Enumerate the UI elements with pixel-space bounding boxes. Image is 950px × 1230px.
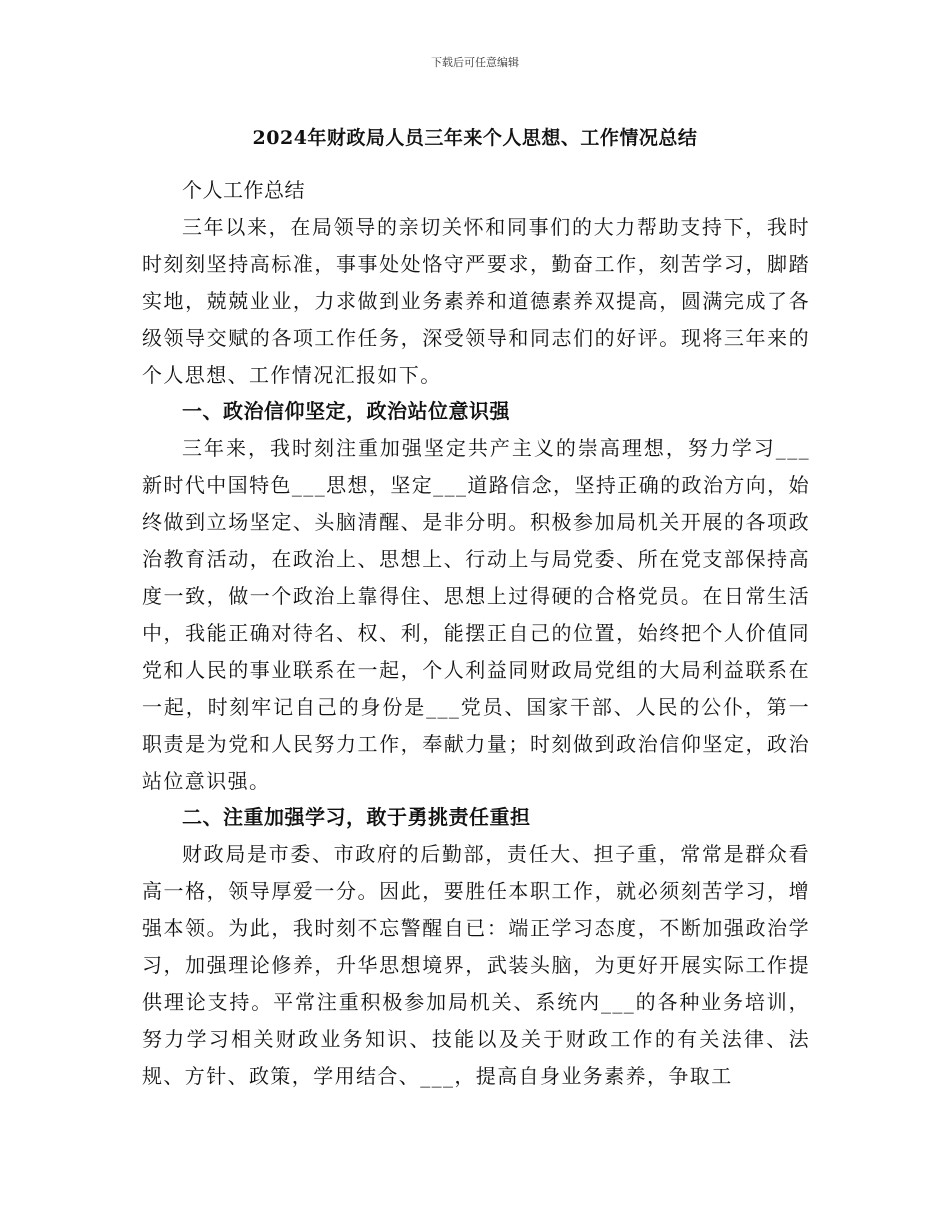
- section-paragraph-1: 三年来，我时刻注重加强坚定共产主义的崇高理想，努力学习___新时代中国特色___思想，坚定___道路信念，坚持正确的政治方向，始终做到立场坚定、头脑清醒、是非分明。积极参加局机关开展的各项政治教育活动，在政治上、思想上、行动上与局党委、所在党支部保持高度一致，做一个政治上靠得住、思想上过得硬的合格党员。在日常生活中，我能正确对待名、权、利，能摆正自己的位置，始终把个人价值同党和人民的事业联系在一起，个人利益同财政局党组的大局利益联系在一起，时刻牢记自己的身份是___党员、国家干部、人民的公仆，第一职责是为党和人民努力工作，奉献力量；时刻做到政治信仰坚定，政治站位意识强。: [142, 436, 810, 793]
- subtitle: 个人工作总结: [182, 178, 305, 202]
- document-title: 2024年财政局人员三年来个人思想、工作情况总结: [252, 127, 698, 149]
- intro-paragraph: 三年以来，在局领导的亲切关怀和同事们的大力帮助支持下，我时时刻刻坚持高标准，事事处处恪守严要求，勤奋工作，刻苦学习，脚踏实地，兢兢业业，力求做到业务素养和道德素养双提高，圆满完成了各级领导交赋的各项工作任务，深受领导和同志们的好评。现将三年来的个人思想、工作情况汇报如下。: [142, 214, 810, 387]
- section-heading-2: 二、注重加强学习，敢于勇挑责任重担: [182, 805, 531, 830]
- section-paragraph-2: 财政局是市委、市政府的后勤部，责任大、担子重，常常是群众看高一格，领导厚爱一分。因此，要胜任本职工作，就必须刻苦学习，增强本领。为此，我时刻不忘警醒自已：端正学习态度，不断加强政治学习，加强理论修养，升华思想境界，武装头脑，为更好开展实际工作提供理论支持。平常注重积极参加局机关、系统内___的各种业务培训，努力学习相关财政业务知识、技能以及关于财政工作的有关法律、法规、方针、政策，学用结合、___，提高自身业务素养，争取工: [142, 842, 810, 1088]
- document-body: [142, 172, 810, 1095]
- header-note: 下载后可任意编辑: [431, 56, 519, 69]
- section-heading-1: 一、政治信仰坚定，政治站位意识强: [182, 399, 510, 424]
